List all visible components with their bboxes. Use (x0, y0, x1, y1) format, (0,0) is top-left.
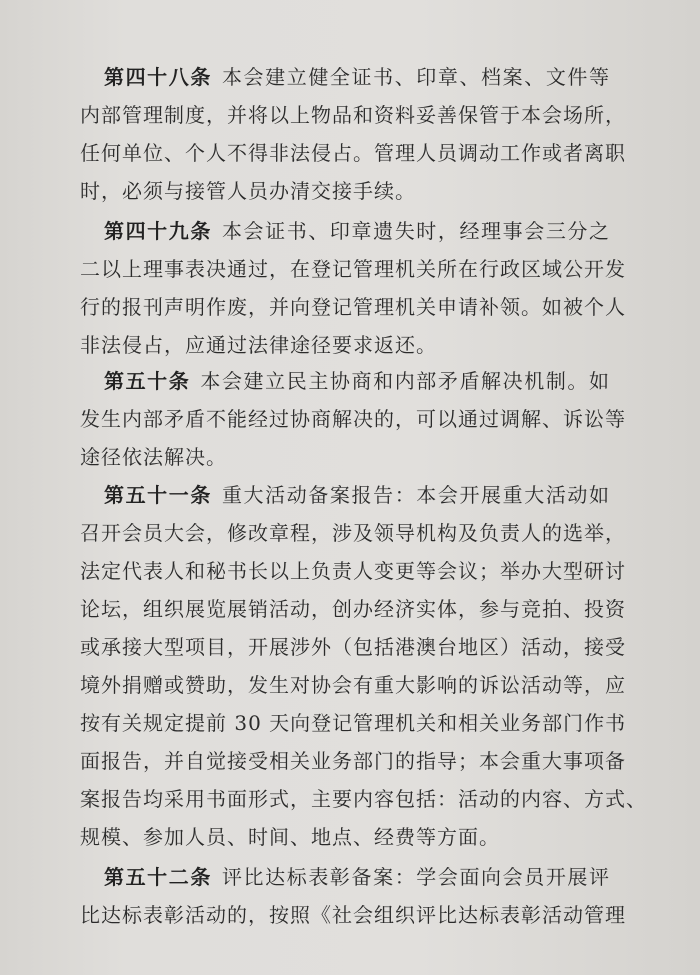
article-50-line-2: 发生内部矛盾不能经过协商解决的，可以通过调解、诉讼等 (80, 407, 626, 431)
article-48-text-1: 本会建立健全证书、印章、档案、文件等 (221, 65, 611, 89)
article-51-line-5: 或承接大型项目，开展涉外（包括港澳台地区）活动，接受 (80, 635, 626, 659)
article-51-number: 第五十一条 (104, 483, 212, 507)
article-51-line-9: 案报告均采用书面形式，主要内容包括：活动的内容、方式、 (80, 787, 647, 811)
article-51-line-1 (104, 476, 610, 514)
article-52-number: 第五十二条 (104, 865, 212, 889)
article-51-line-2: 召开会员大会，修改章程，涉及领导机构及负责人的选举， (80, 521, 626, 545)
article-48-line-3: 任何单位、个人不得非法侵占。管理人员调动工作或者离职 (80, 141, 626, 165)
article-49-text-1: 本会证书、印章遗失时，经理事会三分之 (221, 219, 611, 243)
article-51-line-10: 规模、参加人员、时间、地点、经费等方面。 (80, 825, 500, 849)
article-52-text-1: 评比达标表彰备案：学会面向会员开展评 (221, 865, 611, 889)
article-52-line-1 (104, 858, 610, 896)
article-51-line-3: 法定代表人和秘书长以上负责人变更等会议；举办大型研讨 (80, 559, 626, 583)
article-49-line-3: 行的报刊声明作废，并向登记管理机关申请补领。如被个人 (80, 295, 626, 319)
article-52-line-2: 比达标表彰活动的，按照《社会组织评比达标表彰活动管理 (80, 903, 626, 927)
article-50-line-1 (104, 362, 610, 400)
article-49-line-2: 二以上理事表决通过，在登记管理机关所在行政区域公开发 (80, 257, 626, 281)
article-50-number: 第五十条 (104, 369, 191, 393)
article-48-line-4: 时，必须与接管人员办清交接手续。 (80, 179, 416, 203)
article-50-text-1: 本会建立民主协商和内部矛盾解决机制。如 (200, 369, 611, 393)
article-48-line-1 (104, 58, 610, 96)
article-49-number: 第四十九条 (104, 219, 212, 243)
article-49-line-1 (104, 212, 610, 250)
article-48-line-2: 内部管理制度，并将以上物品和资料妥善保管于本会场所， (80, 103, 626, 127)
article-51-line-7: 按有关规定提前 30 天向登记管理机关和相关业务部门作书 (80, 711, 627, 735)
article-51-line-6: 境外捐赠或赞助，发生对协会有重大影响的诉讼活动等，应 (80, 673, 626, 697)
article-51-line-4: 论坛，组织展览展销活动，创办经济实体，参与竞拍、投资 (80, 597, 626, 621)
article-51-text-1: 重大活动备案报告：本会开展重大活动如 (221, 483, 611, 507)
article-48-number: 第四十八条 (104, 65, 212, 89)
article-49-line-4: 非法侵占，应通过法律途径要求返还。 (80, 333, 437, 357)
article-51-line-8: 面报告，并自觉接受相关业务部门的指导；本会重大事项备 (80, 749, 626, 773)
article-50-line-3: 途径依法解决。 (80, 445, 227, 469)
